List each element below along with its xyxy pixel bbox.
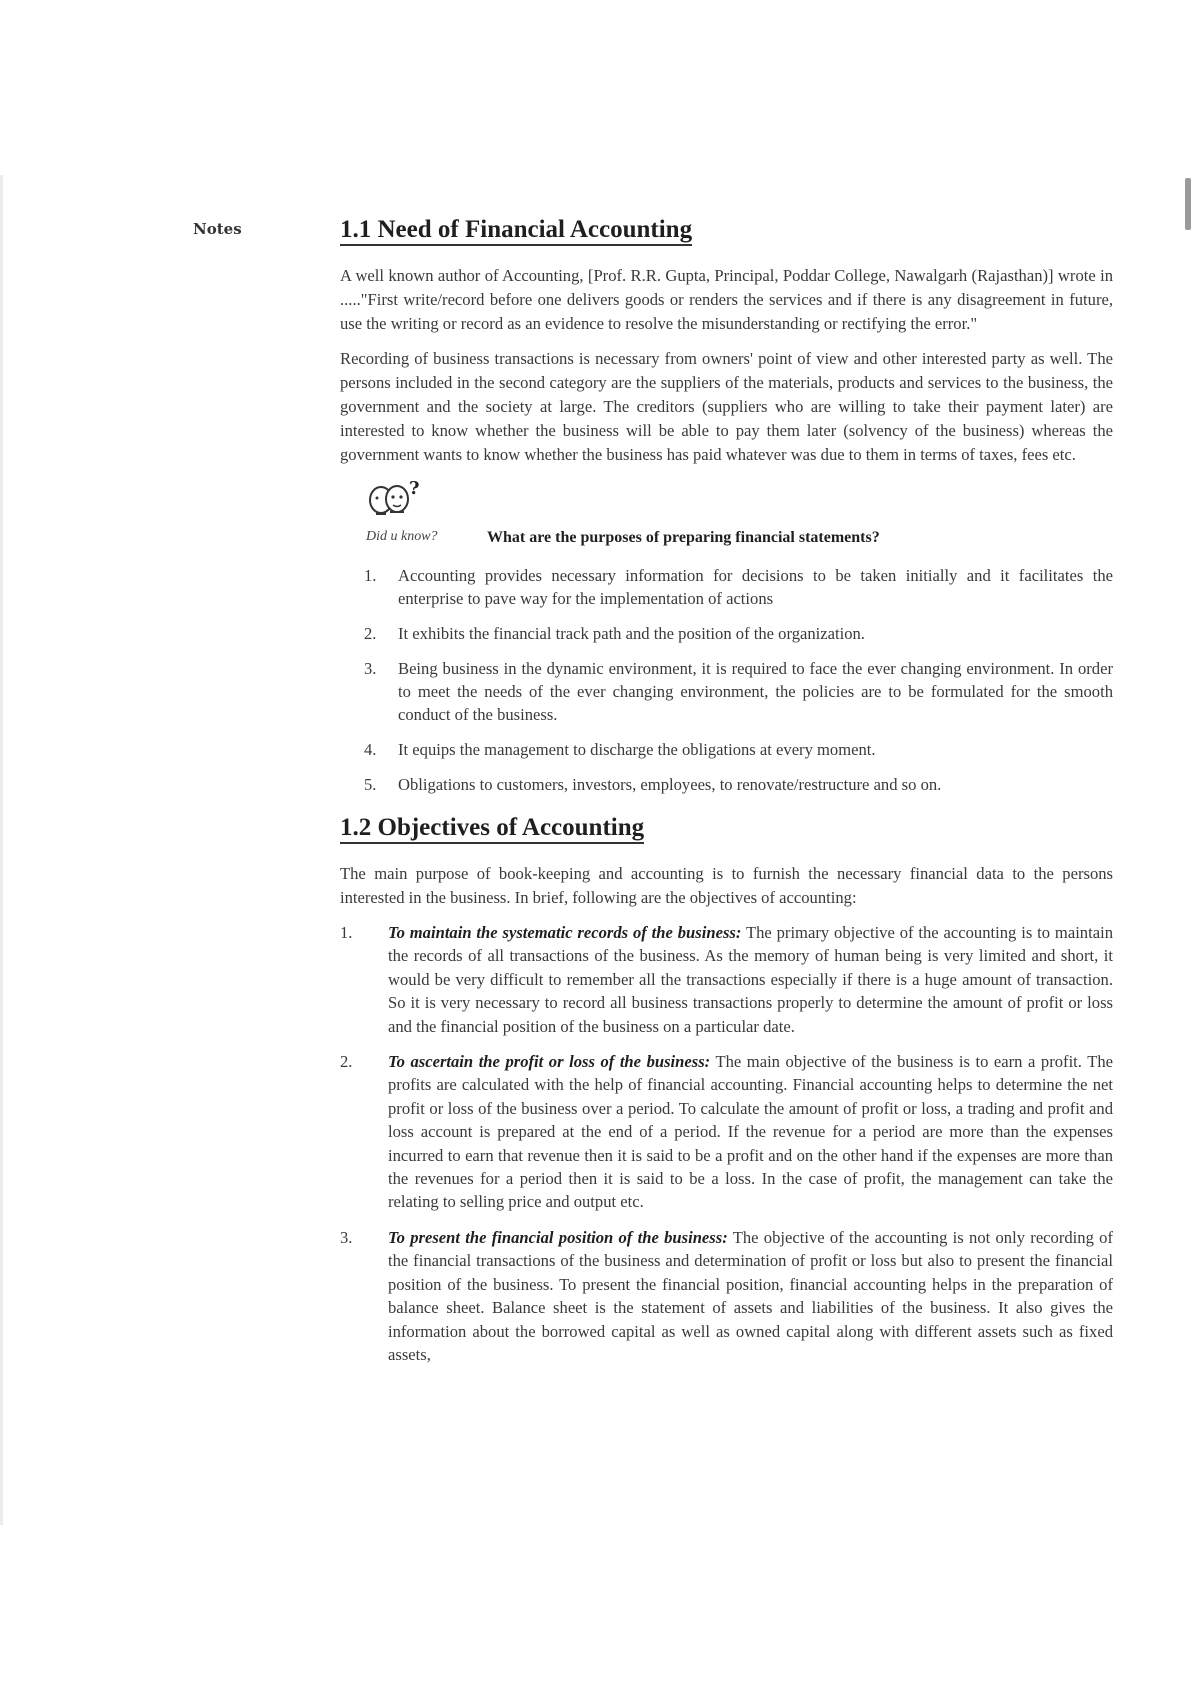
did-you-know-caption: Did u know? <box>366 529 438 544</box>
list-item <box>364 622 1113 645</box>
list-item <box>340 1050 1113 1214</box>
list-item <box>364 657 1113 726</box>
list-item-text: It exhibits the financial track path and the position of the organization. <box>398 624 865 643</box>
list-item-text: Being business in the dynamic environment, it is required to face the ever changing environment. In order to meet the needs of the ever changing environment, the policies are to be formulated for the smooth conduct of the business. <box>398 659 1113 724</box>
did-you-know-list <box>340 564 1113 796</box>
objective-lead: To ascertain the profit or loss of the business: <box>388 1052 711 1072</box>
margin-notes-label: Notes <box>193 220 242 238</box>
list-number: 5. <box>364 775 377 794</box>
objective-lead: To present the financial position of the business: <box>388 1227 728 1247</box>
list-number: 3. <box>364 659 377 678</box>
svg-text:?: ? <box>409 478 420 499</box>
did-you-know-box <box>340 478 1113 558</box>
list-number: 1. <box>364 566 377 585</box>
objectives-list <box>340 921 1113 1366</box>
list-item <box>340 921 1113 1038</box>
section-heading-objectives-of-accounting: 1.2 Objectives of Accounting <box>340 814 644 844</box>
list-item <box>364 773 1113 796</box>
objective-text: The main objective of the business is to earn a profit. The profits are calculated with the help of financial accounting. Financial accounting helps to determine the net profit or loss of the business over a period. To calculate the amount of profit or loss, a trading and profit and loss account is prepared at the end of a period. If the revenue for a period are more than the expenses incurred to earn that revenue then it is said to be a profit and on the other hand if the expenses are more than the revenues for a period then it is said to be a loss. In the case of profit, the management can take the relating to selling price and output etc. <box>388 1052 1113 1212</box>
did-you-know-question: What are the purposes of preparing financial statements? <box>487 529 880 546</box>
paragraph-objectives-intro: The main purpose of book-keeping and accounting is to furnish the necessary financial data to the persons interested in the business. In brief, following are the objectives of accounting: <box>340 864 1113 907</box>
page-left-edge <box>0 175 3 1525</box>
objective-text: The objective of the accounting is not only recording of the financial transactions of the business and determination of profit or loss but also to present the financial position of the business. To present the financial position, financial accounting helps in the preparation of balance sheet. Balance sheet is the statement of assets and liabilities of the business. It also gives the information about the borrowed capital as well as owned capital along with different assets such as fixed assets, <box>388 1227 1113 1364</box>
list-item <box>340 1226 1113 1366</box>
list-number: 2. <box>340 1052 353 1072</box>
list-number: 4. <box>364 740 377 759</box>
paragraph-author-quote: A well known author of Accounting, [Prof. R.R. Gupta, Principal, Poddar College, Nawalgarh (Rajasthan)] wrote in ....."First write/record before one delivers goods or renders the services and if there is any disagreement in future, use the writing or record as an evidence to resolve the misunderstanding or rectifying the error." <box>340 266 1113 333</box>
scrollbar-thumb[interactable] <box>1185 178 1191 230</box>
list-item <box>364 738 1113 761</box>
list-number: 3. <box>340 1227 353 1247</box>
list-item-text: Accounting provides necessary information for decisions to be taken initially and it facilitates the enterprise to pave way for the implementation of actions <box>398 566 1113 608</box>
list-number: 1. <box>340 923 353 942</box>
objective-lead: To maintain the systematic records of the business: <box>388 923 742 942</box>
thinking-faces-icon <box>364 478 418 522</box>
section-heading-need-of-financial-accounting: 1.1 Need of Financial Accounting <box>340 216 692 246</box>
page-content <box>340 216 1113 1378</box>
objective-text: The primary objective of the accounting is to maintain the records of all transactions of the business. As the memory of human being is very limited and short, it would be very difficult to remember all the transactions especially if there is a huge amount of transaction. So it is very necessary to record all business transactions properly to determine the amount of profit or loss and the financial position of the business on a particular date. <box>388 923 1113 1036</box>
list-item-text: It equips the management to discharge the obligations at every moment. <box>398 740 876 759</box>
paragraph-recording-need: Recording of business transactions is necessary from owners' point of view and other interested party as well. The persons included in the second category are the suppliers of the materials, products and services to the business, the government and the society at large. The creditors (suppliers who are willing to take their payment later) are interested to know whether the business will be able to pay them later (solvency of the business) whereas the government wants to know whether the business has paid whatever was due to them in terms of taxes, fees etc. <box>340 349 1113 464</box>
list-item-text: Obligations to customers, investors, employees, to renovate/restructure and so on. <box>398 775 942 794</box>
list-number: 2. <box>364 624 377 643</box>
list-item <box>364 564 1113 610</box>
